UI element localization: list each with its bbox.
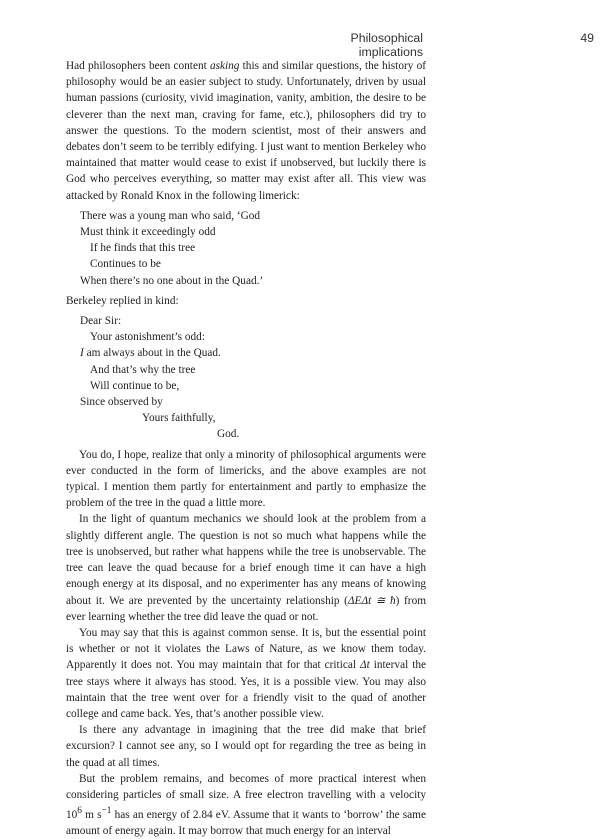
paragraph: But the problem remains, and becomes of more practical interest when considering particles of small size. A free electron travelling with a velocity $10^6$ m $s^{-1}$ has an energy of 2.84 eV. Assume that it wants to ‘borrow’ the same amount of energy again. It may borrow that much energy for an interval bbox=[66, 772, 426, 838]
verse-line: When there’s no one about in the Quad.’ bbox=[80, 274, 264, 287]
verse-line: Dear Sir: bbox=[80, 315, 122, 328]
verse-line: If he finds that this tree bbox=[90, 242, 196, 255]
uncertainty-relation: ΔEΔt ≅ ħ bbox=[347, 594, 396, 607]
delta-t: Δt bbox=[359, 659, 370, 672]
limerick bbox=[80, 208, 426, 289]
signature-line: God. bbox=[217, 428, 240, 441]
reply-intro: Berkeley replied in kind: bbox=[66, 294, 179, 307]
paragraph-intro: Had philosophers been content asking this and similar questions, the history of philosophy would be an easier subject to study. Unfortunately, driven by usual human passions (curiosity, vivid imagination, vanity, ambition, the desire to be cleverer than the next man, craving for fame, etc.), philosophers did try to answer the questions. To the modern scientist, most of their answers and debates don’t seem to be terribly edifying. I just want to mention Berkeley who maintained that matter would cease to exist if unobserved, but luckily there is God who perceives everything, so matter may exist after all. This view was attacked by Ronald Knox in the following limerick: bbox=[66, 60, 426, 202]
emphasis-asking: asking bbox=[209, 60, 240, 72]
verse-line: Will continue to be, bbox=[90, 379, 180, 392]
verse-line: There was a young man who said, ‘God bbox=[80, 209, 261, 222]
paragraph: You may say that this is against common sense. It is, but the essential point is whether or not it violates the Laws of Nature, as we know them today. Apparently it does not. You may maintain that for that critical Δt interval the tree stays where it always has stood. Yes, it is a possible view. You may also maintain that the tree went over for a friendly visit to the quad of another college and came back. Yes, that’s another possible view. bbox=[66, 626, 426, 720]
running-head: Philosophical implications bbox=[350, 31, 423, 59]
paragraph: In the light of quantum mechanics we should look at the problem from a slightly different angle. The question is not so much what happens while the tree is unobserved, but rather what happens while the tree is unobservable. The tree can leave the quad because for a brief enough time it can have a high enough energy at its disposal, and no experimenter has any means of knowing about it. We are prevented by the uncertainty relationship (ΔEΔt ≅ ħ) from ever learning whether the tree did leave the quad or not. bbox=[66, 513, 427, 623]
verse-line: Since observed by bbox=[80, 396, 163, 409]
verse-line: Continues to be bbox=[90, 258, 161, 271]
body-text bbox=[66, 58, 426, 839]
berkeley-reply bbox=[80, 313, 426, 443]
paragraph: You do, I hope, realize that only a minority of philosophical arguments were ever conducted in the form of limericks, and the above examples are not typical. I mention them partly for entertainment and partly to emphasize the problem of the tree in the quad a little more. bbox=[66, 448, 426, 510]
page-number: 49 bbox=[580, 31, 594, 45]
verse-line: Your astonishment’s odd: bbox=[90, 331, 205, 344]
signature-line: Yours faithfully, bbox=[142, 412, 216, 425]
verse-line: And that’s why the tree bbox=[90, 363, 196, 376]
verse-line: Must think it exceedingly odd bbox=[80, 226, 216, 239]
paragraph: Is there any advantage in imagining that the tree did make that brief excursion? I cannot see any, so I would opt for regarding the tree as being in the quad at all times. bbox=[66, 724, 426, 769]
verse-line: I am always about in the Quad. bbox=[80, 347, 221, 360]
